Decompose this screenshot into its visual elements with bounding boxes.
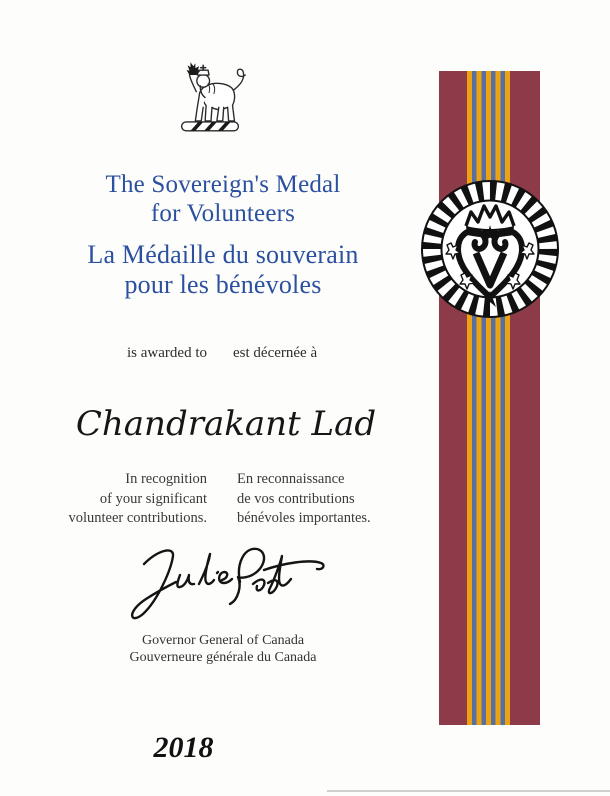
recognition-fr-line2: de vos contributions (237, 490, 355, 507)
awarded-to-label-fr: est décernée à (233, 345, 318, 361)
signatory-title-en: Governor General of Canada (141, 633, 305, 648)
title-french (40, 240, 406, 300)
title-french-line1: La Médaille du souverain (87, 240, 359, 269)
awarded-to-label-en: is awarded to (127, 345, 207, 361)
award-year: 2018 (153, 731, 214, 764)
title-english-line2: for Volunteers (150, 200, 296, 227)
scan-artifact-line (327, 790, 610, 792)
recognition-text-fr (237, 470, 371, 529)
signatory-titles (40, 633, 406, 666)
recipient-name: Chandrakant Lad (75, 404, 377, 444)
recognition-fr-line3: bénévoles importantes. (237, 510, 371, 526)
recognition-en-line2: of your significant (99, 490, 207, 507)
recognition-fr-line1: En reconnaissance (237, 471, 345, 487)
recognition-en-line1: In recognition (125, 471, 207, 487)
recognition-text-en (68, 470, 207, 529)
title-english-line1: The Sovereign's Medal (105, 171, 341, 198)
signatory-title-fr: Gouverneure générale du Canada (129, 649, 317, 665)
title-english (40, 170, 406, 228)
governor-general-crest-icon (167, 56, 255, 140)
title-french-line2: pour les bénévoles (124, 270, 322, 299)
signature-graphic (118, 542, 330, 628)
medal-insignia-icon (420, 179, 560, 319)
ribbon-stripes (467, 71, 510, 725)
recognition-en-line3: volunteer contributions. (68, 510, 207, 526)
medal-ribbon (439, 71, 540, 725)
